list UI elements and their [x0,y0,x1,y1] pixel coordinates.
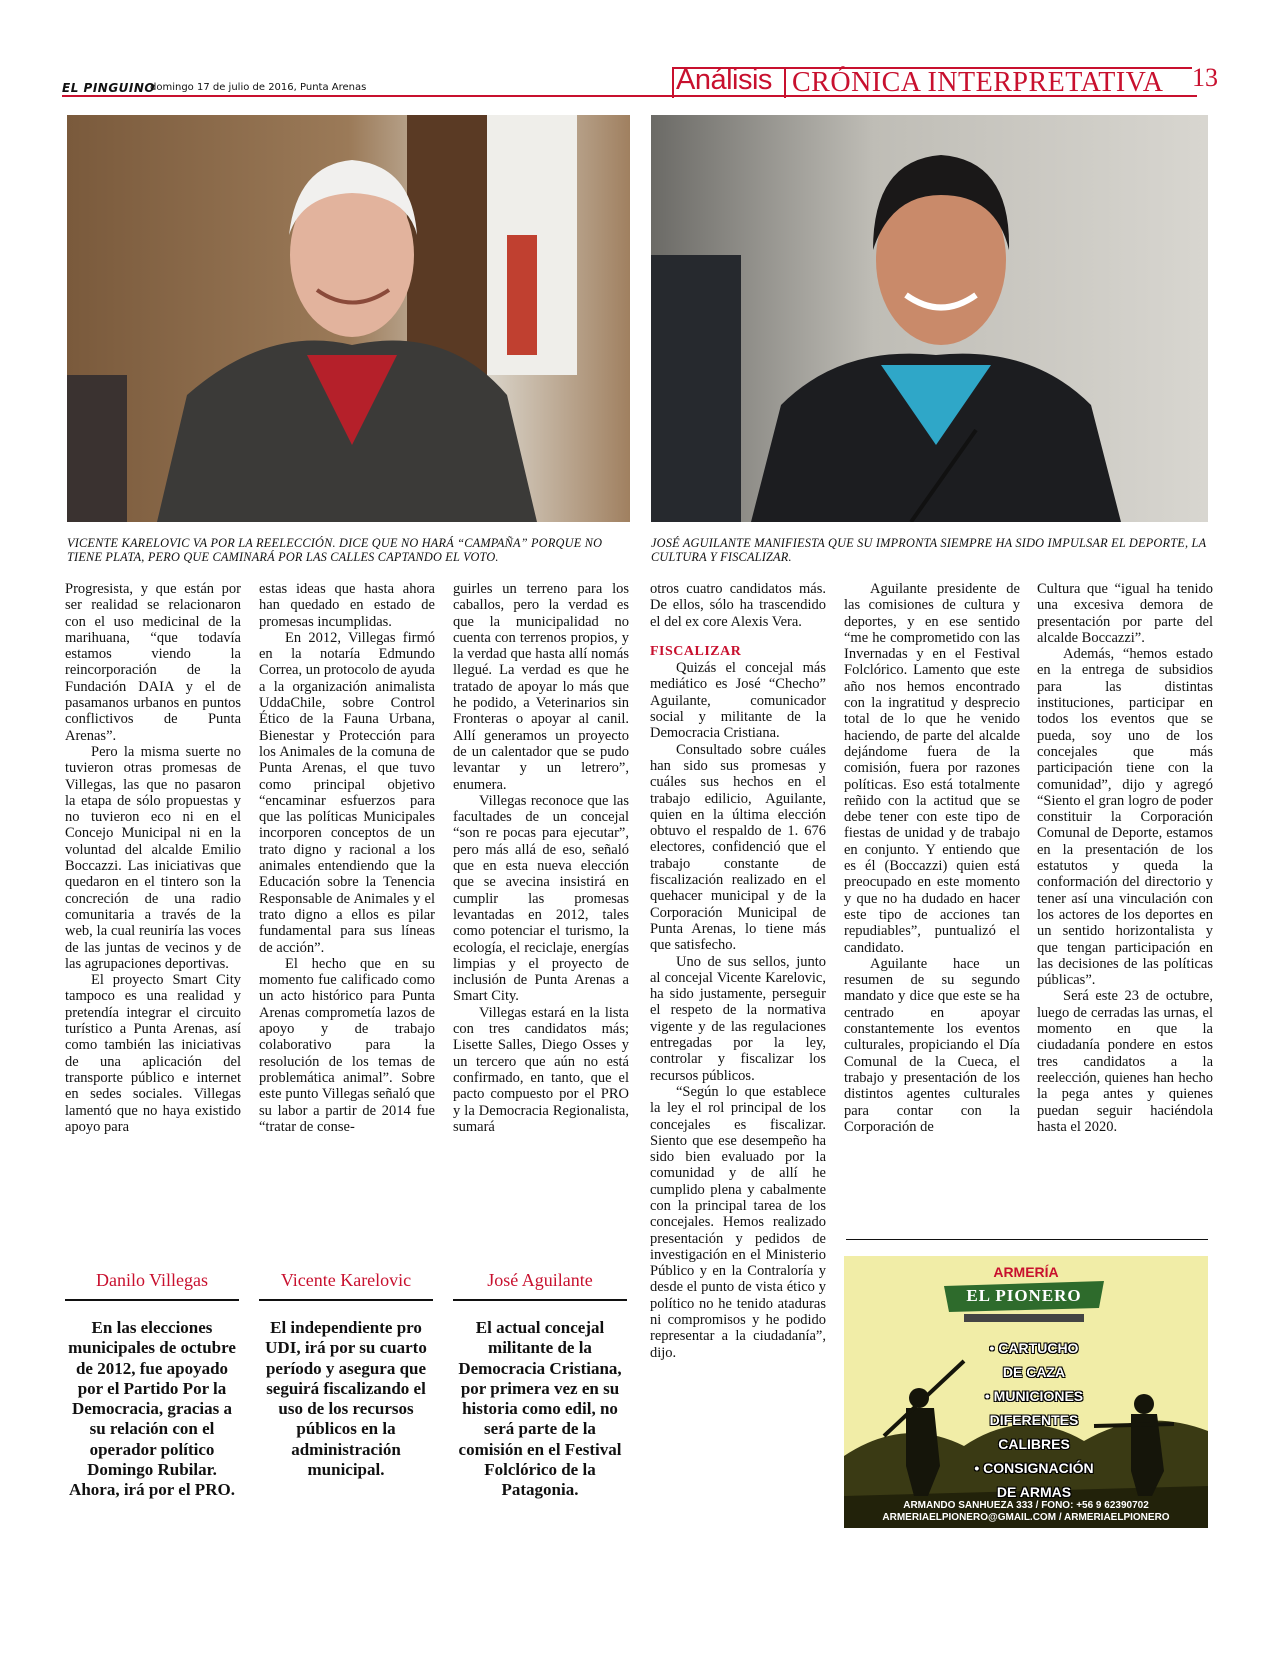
masthead: EL PINGUINO [62,81,156,95]
ad-contact[interactable]: ARMERIAELPIONERO@GMAIL.COM / ARMERIAELPIONERO [882,1512,1170,1523]
paragraph: Pero la misma suerte no tuvieron otras promesas de Villegas, las que no pasaron la etapa de sólo propuestas y no tuvieron eco ni en el Concejo Municipal ni en la voluntad del alcalde Emilio Boccazzi. Las iniciativas que quedaron en el tintero son la concreción de una radio comunitaria a través de la web, la cual reuniría las voces de las juntas de vecinos y de las agrupaciones deportivas. [65,743,241,972]
ad-item: • CARTUCHO [989,1340,1079,1356]
section-divider [784,68,786,98]
ad-item: CALIBRES [998,1436,1070,1452]
profile-rule [259,1299,433,1301]
paragraph: Uno de sus sellos, junto al concejal Vicente Karelovic, ha sido justamente, perseguir el respeto de la normativa vigente y de las regulaciones entregadas por la ley, controlar y fiscalizar los recursos públicos. [650,953,826,1084]
paragraph: Aguilante presidente de las comisiones de cultura y deportes, y en ese sentido “me he comprometido con las Invernadas y en el Festival Folclórico. Lamento que este año nos hemos encontrado con la ingratitud y desprecio total de lo que he venido haciendo, de parte del alcalde dejándome fuera de la comisión, fuera por razones políticas. Eso está totalmente reñido con la actitud que se debe tener con este tipo de fiestas de unidad y de trabajo en conjunto. Y entiendo que es él (Boccazzi) quien está preocupado en este momento y que no ha dudado en hacer este tipo de acciones tan repudiables”, puntualizó el candidato. [844,581,1020,956]
profile-name: José Aguilante [487,1270,593,1290]
paragraph: Villegas estará en la lista con tres candidatos más; Lisette Salles, Diego Osses y un tercero que aún no está confirmado, en tanto, que el pacto compuesto por el PRO y la Democracia Regionalista, sumará [453,1004,629,1135]
caption-right: JOSÉ AGUILANTE MANIFIESTA QUE SU IMPRONTA SIEMPRE HA SIDO IMPULSAR EL DEPORTE, LA CULTURA Y FISCALIZAR. [651,536,1207,564]
paragraph: Quizás el concejal más mediático es José “Checho” Aguilante, comunicador social y militante de la Democracia Cristiana. [650,660,826,742]
profile-text: El independiente pro UDI, irá por su cuarto período y asegura que seguirá fiscalizando el uso de los recursos públicos en la administración municipal. [265,1318,427,1480]
article-column-2 [259,581,435,1135]
article-column-4 [650,581,826,1361]
paragraph: estas ideas que hasta ahora han quedado en estado de promesas incumplidas. [259,581,435,630]
ad-items [954,1336,1114,1504]
ad-item: DE ARMAS [996,1484,1072,1500]
ad-item: DE CAZA [1002,1364,1066,1380]
article-column-3 [453,581,629,1135]
paragraph: Además, “hemos estado en la entrega de subsidios para las distintas instituciones, participar en todos los eventos que se pueda, soy uno de los concejales que más participación tiene con la comunidad”, dijo y agregó “Siento el gran logro de poder constituir la Corporación Comunal de Deporte, estamos en la presentación de los estatutos y queda la conformación del directorio y tener así una vinculación con los actores de los deportes en un sentido horizontalista y que tengan participación en las decisiones de las políticas públicas”. [1037,646,1213,989]
profile-rule [65,1299,239,1301]
section-title: Análisis [676,64,772,96]
paragraph: Será este 23 de octubre, luego de cerradas las urnas, el momento en que la ciudadanía pondere en estos tres candidatos a la reelección, quienes han hecho la pega antes y quienes puedan seguir haciéndola hasta el 2020. [1037,988,1213,1135]
ad-brand: EL PIONERO [966,1286,1082,1305]
profile-text: El actual concejal militante de la Democracia Cristiana, por primera vez en su historia como edil, no será parte de la comisión en el Festival Folclórico de la Patagonia. [458,1318,622,1500]
paragraph: El hecho que en su momento fue calificado como un acto histórico para Punta Arenas comprometía lazos de apoyo y de trabajo colaborativo para la resolución de los temas de problemática animal”. Sobre este punto Villegas señaló que su labor a partir de 2014 fue “tratar de conse- [259,955,435,1135]
ad-item: DIFERENTES [989,1412,1079,1428]
paragraph: Cultura que “igual ha tenido una excesiva demora de presentación por parte del alcalde Boccazzi”. [1037,581,1213,646]
ad-item: • MUNICIONES [984,1388,1084,1404]
paragraph: Consultado sobre cuáles han sido sus promesas y cuáles sus hechos en el trabajo edilicio, Aguilante, quien en la última elección obtuvo el respaldo de 1. 676 electores, confidenció que el trabajo constante de fiscalización realizado en el quehacer municipal y de la Corporación Municipal de Punta Arenas, lo tiene más que satisfecho. [650,741,826,954]
advertisement[interactable] [844,1256,1208,1528]
paragraph: Aguilante hace un resumen de su segundo mandato y dice que este se ha centrado en apoyar constantemente los eventos culturales, propiciando el Día Comunal de la Cueca, el trabajo y presentación de los distintos agentes culturales para contar con la Corporación de [844,955,1020,1135]
article-column-5 [844,581,1020,1135]
ad-address: ARMANDO SANHUEZA 333 / FONO: +56 9 62390702 [903,1500,1149,1511]
paragraph: Villegas reconoce que las facultades de un concejal “son re pocas para ejecutar”, pero más allá de eso, señaló que en esta nueva elección que se avecina insistirá en cumplir las promesas levantadas en 2012, tales como potenciar el turismo, la ecología, el reciclaje, energías limpias y el proyecto de inclusión de Punta Arenas a Smart City. [453,792,629,1005]
profile-rule [453,1299,627,1301]
profile-name: Danilo Villegas [95,1270,209,1290]
article-column-1 [65,581,241,1135]
page-number: 13 [1192,63,1218,92]
photo-karelovic [67,115,630,522]
subsection-title: CRÓNICA INTERPRETATIVA [792,67,1164,98]
paragraph: Progresista, y que están por ser realidad se relacionaron con el uso medicinal de la marihuana, “que todavía estamos viendo la reincorporación de la Fundación DAIA y el de pasamanos urbanos en puntos conflictivos de Punta Arenas”. [65,581,241,744]
paragraph: guirles un terreno para los caballos, pero la verdad es que la municipalidad no cuenta con terrenos propios, y la verdad que hasta allí nomás llegué. La verdad es que he tratado de apoyar lo más que he podido, a Veterinarios sin Fronteras o apoyar al canil. Allí generamos un proyecto de un calentador que se pudo levantar y un letrero”, enumera. [453,581,629,793]
ad-title: ARMERÍA [993,1264,1059,1280]
paragraph: “Según lo que establece la ley el rol principal de los concejales es fiscalizar. Siento que ese desempeño ha sido bien evaluado por la comunidad y de allí he cumplido plena y cabalmente con la principal tarea de los concejales. Hemos realizado presentación y pedidos de investigación en el Ministerio Público y en la Contraloría y desde el punto de vista ético y político no he tenido ataduras ni compromisos y he podido representar a la ciudadanía”, dijo. [650,1083,826,1361]
subheading: FISCALIZAR [650,643,742,659]
photo-aguilante [651,115,1208,522]
profile-text: En las elecciones municipales de octubre de 2012, fue apoyado por el Partido Por la Democracia, gracias a su relación con el operador político Domingo Rubilar. Ahora, irá por el PRO. [68,1318,236,1500]
paragraph: El proyecto Smart City tampoco es una realidad y pretendía integrar el circuito turístico a Punta Arenas, así como también las iniciativas de una aplicación del transporte público e internet en sedes sociales. Villegas lamentó que no haya existido apoyo para [65,972,241,1135]
ad-rule [846,1239,1208,1240]
paragraph: otros cuatro candidatos más. De ellos, sólo ha trascendido el del ex core Alexis Vera. [650,581,826,630]
profile-name: Vicente Karelovic [280,1270,412,1290]
article-column-6 [1037,581,1213,1135]
caption-left: VICENTE KARELOVIC VA POR LA REELECCIÓN. DICE QUE NO HARÁ “CAMPAÑA” PORQUE NO TIENE PLATA, PERO QUE CAMINARÁ POR LAS CALLES CAPTANDO EL VOTO. [67,536,603,564]
ad-item: • CONSIGNACIÓN [974,1460,1094,1476]
dateline: domingo 17 de julio de 2016, Punta Arenas [150,82,367,93]
paragraph: En 2012, Villegas firmó en la notaría Edmundo Correa, un protocolo de ayuda a la organización animalista UddaChile, sobre Control Ético de la Fauna Urbana, Bienestar y Protección para los Animales de la comuna de Punta Arenas, el que tuvo como principal objetivo “encaminar esfuerzos para que las políticas Municipales incorporen conceptos de un trato digno y racional a los animales entendiendo que la Educación sobre la Tenencia Responsable de Animales y el trato digno a ellos es pilar fundamental para sus líneas de acción”. [259,629,435,956]
